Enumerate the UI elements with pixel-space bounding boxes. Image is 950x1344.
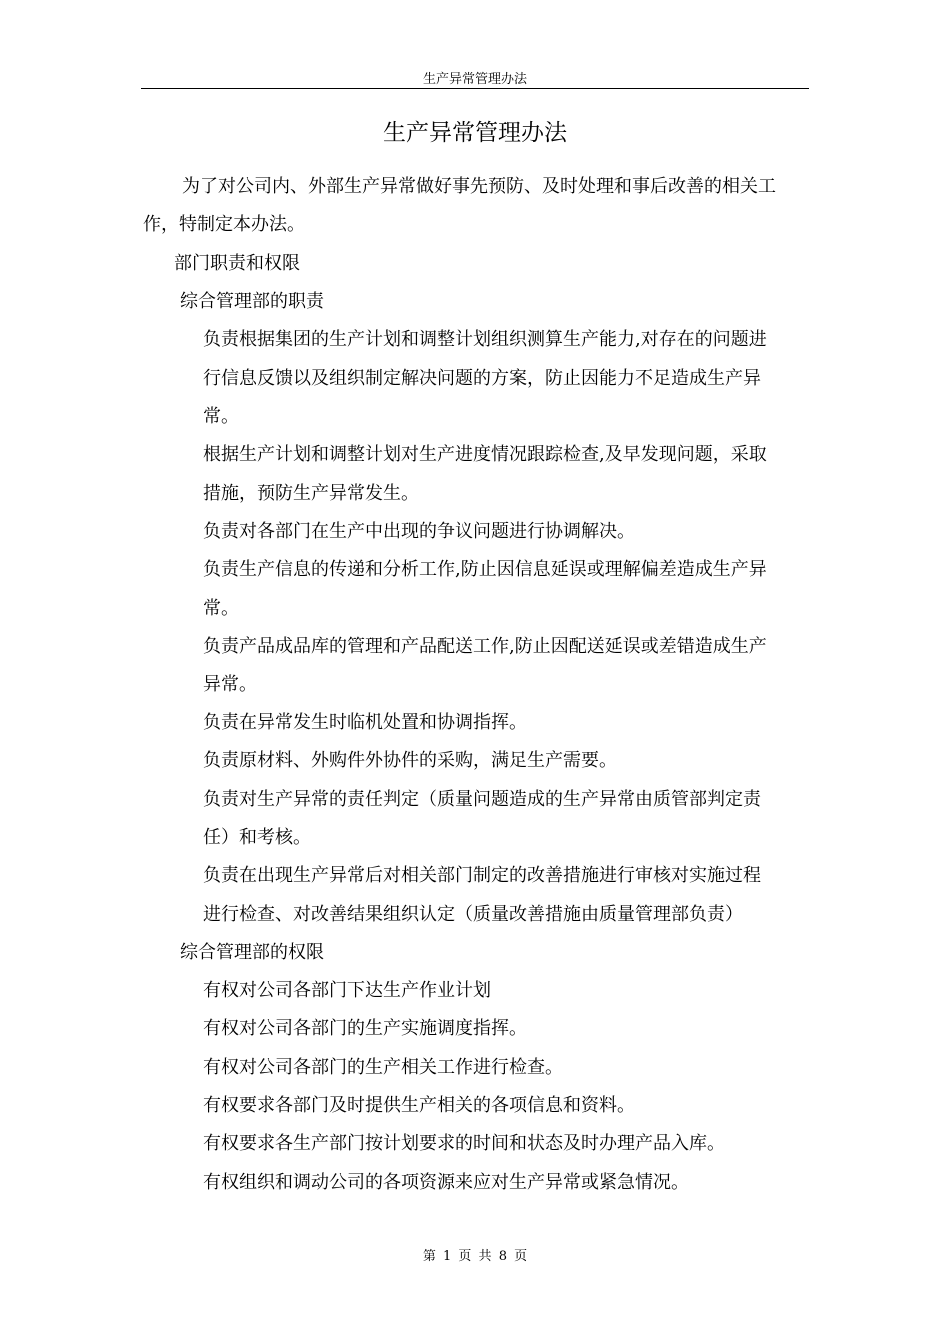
document-title: 生产异常管理办法 [383,120,567,146]
duty-item-4-line-2: 常。 [203,598,239,619]
page-number-footer: 第 1 页 共 8 页 [422,1249,528,1264]
duty-item-9-line-1: 负责在出现生产异常后对相关部门制定的改善措施进行审核对实施过程 [203,865,761,886]
duty-item-9-line-2: 进行检查、对改善结果组织认定（质量改善措施由质量管理部负责） [203,904,743,925]
right-item-1: 有权对公司各部门下达生产作业计划 [203,980,491,1001]
right-item-5: 有权要求各生产部门按计划要求的时间和状态及时办理产品入库。 [203,1133,725,1154]
intro-paragraph-line-2: 作，特制定本办法。 [143,214,305,235]
duty-item-1-line-1: 负责根据集团的生产计划和调整计划组织测算生产能力,对存在的问题进 [203,329,767,350]
duty-item-8-line-2: 任）和考核。 [203,827,311,848]
right-item-2: 有权对公司各部门的生产实施调度指挥。 [203,1018,527,1039]
duty-item-6: 负责在异常发生时临机处置和协调指挥。 [203,712,527,733]
right-item-3: 有权对公司各部门的生产相关工作进行检查。 [203,1057,563,1078]
right-item-6: 有权组织和调动公司的各项资源来应对生产异常或紧急情况。 [203,1172,689,1193]
intro-paragraph-line-1: 为了对公司内、外部生产异常做好事先预防、及时处理和事后改善的相关工 [182,176,776,197]
running-title: 生产异常管理办法 [422,72,527,87]
right-item-4: 有权要求各部门及时提供生产相关的各项信息和资料。 [203,1095,635,1116]
section-heading-responsibilities: 部门职责和权限 [174,253,300,274]
duty-item-5-line-2: 异常。 [203,674,257,695]
duty-item-3: 负责对各部门在生产中出现的争议问题进行协调解决。 [203,521,635,542]
subsection-heading-rights: 综合管理部的权限 [180,942,324,963]
header-divider [141,88,809,89]
duty-item-1-line-2: 行信息反馈以及组织制定解决问题的方案，防止因能力不足造成生产异 [203,368,761,389]
duty-item-2-line-2: 措施，预防生产异常发生。 [203,483,419,504]
duty-item-1-line-3: 常。 [203,406,239,427]
subsection-heading-duties: 综合管理部的职责 [180,291,324,312]
duty-item-4-line-1: 负责生产信息的传递和分析工作,防止因信息延误或理解偏差造成生产异 [203,559,767,580]
duty-item-2-line-1: 根据生产计划和调整计划对生产进度情况跟踪检查,及早发现问题，采取 [203,444,767,465]
duty-item-5-line-1: 负责产品成品库的管理和产品配送工作,防止因配送延误或差错造成生产 [203,636,767,657]
duty-item-7: 负责原材料、外购件外协件的采购，满足生产需要。 [203,750,617,771]
duty-item-8-line-1: 负责对生产异常的责任判定（质量问题造成的生产异常由质管部判定责 [203,789,761,810]
